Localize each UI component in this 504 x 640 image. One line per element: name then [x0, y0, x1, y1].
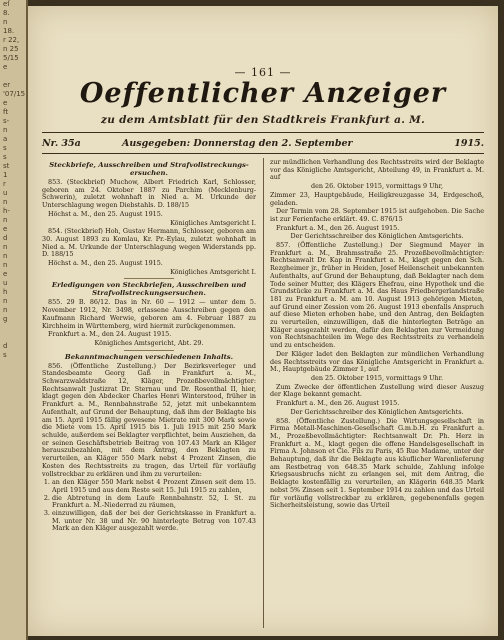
- paragraph: Höchst a. M., den 25. August 1915.: [48, 259, 163, 268]
- strip-fragment: a: [3, 135, 8, 143]
- strip-fragment: eſ: [3, 0, 10, 8]
- strip-fragment: '07/15: [3, 90, 26, 98]
- strip-fragment: e: [3, 99, 8, 107]
- strip-fragment: n: [3, 261, 8, 269]
- strip-fragment: 5/15: [3, 54, 19, 62]
- paragraph: 858. (Öffentliche Zustellung.) Die Wirtungsgesellschaft in Firma Metall-Maschinen-Gesellschaft G.m.b.H. zu Frankfurt a. M., Prozeßbevollmächtigter: Rechtsanwalt Dr. Ph. Herz in Frankfurt a. M., klagt gegen die offene Handelsgesellschaft in Firma A. Johnson et Cie. Fils zu Paris, 45 Rue Madame, unter der Behauptung, daß ihr die Beklagte aus käuflicher Warenlieferung am Restbetrag von 648.35 Mark schulde, Zahlung infolge Kriegsausbruchs nicht zu erlangen sei, mit dem Antrag, die Beklagte kostenfällig zu verurteilen, an Klägerin 648.35 Mark nebst 5% Zinsen seit 1. September 1914 zu zahlen und das Urteil für vorläufig vollstreckbar zu erklären, gegebenenfalls gegen Sicherheitsleistung, sowie das Urteil: [270, 416, 484, 510]
- paragraph: Frankfurt a. M., den 26. August 1915.: [276, 223, 400, 232]
- strip-fragment: n: [3, 198, 8, 206]
- centered-line: Der Gerichtsschreiber des Königlichen Amtsgerichts.: [290, 407, 464, 416]
- strip-fragment: e: [3, 270, 8, 278]
- page-number: — 161 —: [234, 66, 292, 79]
- strip-fragment: s: [3, 153, 7, 161]
- strip-fragment: n 25: [3, 45, 19, 53]
- strip-fragment: [0, 324, 26, 333]
- numbered-list: [42, 479, 256, 533]
- paragraph: Zimmer 23, Hauptgebäude, Heiligkreuzgasse 34, Erdgeschoß, geladen.: [270, 190, 484, 207]
- strip-fragment: h: [3, 288, 8, 296]
- paragraph: 857. (Öffentliche Zustellung.) Der Siegmund Mayer in Frankfurt a. M., Brahmsstraße 25. Prozeßbevollmächtigter: Rechtsanwalt Dr. Kap in Frankfurt a. M., klagt gegen den Sch. Rezgheimer jr., früher in Heiden, Josef Heilenscheit unbekannten Aufenthalts, auf Grund der Behauptung, daß Beklagter nach dem Tode seiner Mutter, des Klägers Ehefrau, eine Hypothek und die Grundstücke zu Frankfurt a. M. das Haus Friedbergerlandstraße 181 zu Frankfurt a. M. am 10. August 1913 gehörigen Mieten, auf Grund einer Zession vom 26. August 1913 ebenfalls Anspruch auf diese Mieten erhoben habe, und den Antrag, den Beklagten zu verurteilen, einzuwilligen, daß die hinterlegten Beträge an Kläger ausgezahlt werden, dafür den Beklagten zur Vermeidung von Rechtsnachteilen im Wege des Rechtsstreits zu verhandeln und zu entscheiden.: [270, 241, 484, 350]
- right-column: [270, 159, 484, 627]
- centered-line: den 25. Oktober 1915, vormittags 9 Uhr.: [311, 373, 443, 382]
- strip-fragment: d: [3, 342, 8, 350]
- paragraph: Zum Zwecke der öffentlichen Zustellung wird dieser Auszug der Klage bekannt gemacht.: [270, 382, 484, 399]
- strip-fragment: 1: [3, 171, 8, 179]
- paragraph: 856. (Öffentliche Zustellung.) Der Bezirksverleger und Standesbeamte Georg Gaß in Frankfurt a. M., Schwarzwaldstraße 12, Kläger, Prozeßbevollmächtigter: Rechtsanwalt Justizrat Dr. Sternau und Dr. Rosenthal II, hier, klagt gegen den Abdecker Charles Henri Winterstood, früher in Frankfurt a. M., Rennbahnstraße 52, jetzt mit unbekanntem Aufenthalt, auf Grund der Behauptung, daß ihm der Beklagte bis am 15. April 1915 fällig gewesene Mietrate mit 300 Mark sowie die Miete vom 15. April 1915 bis 1. Juli 1915 mit 250 Mark schulde, außerdem sei Beklagter verpflichtet, beim Ausziehen, da er seinen Geschäftsbetrieb Beitrag von 107.43 Mark an Kläger herauszubezahlen, mit dem Antrag, den Beklagten zu verurteilen, an Kläger 550 Mark nebst 4 Prozent Zinsen, die Kosten des Rechtsstreits zu tragen, das Urteil für vorläufig vollstreckbar zu erklären und ihm zu verurteilen:: [42, 361, 256, 478]
- section-heading: Steckbriefe, Ausschreiben und Strafvollstreckungs-ersuchen.: [49, 161, 249, 177]
- page-title: Oeffentlicher Anzeiger: [79, 78, 447, 109]
- paragraph: 854. (Steckbrief) Hoh, Gustav Hermann, Schlosser, geboren am 30. August 1893 zu Komlau, Kr. Pr.-Eylau, zuletzt wohnhaft in Nied a. M. Urkunde der Unterschlagung wegen Widerstands pp. D. 188/15: [42, 227, 256, 259]
- strip-fragment: ft: [3, 108, 9, 116]
- strip-fragment: n: [3, 126, 8, 134]
- strip-fragment: 18.: [3, 27, 15, 35]
- centered-line: Königliches Amtsgericht, Abt. 29.: [94, 338, 204, 347]
- paragraph: Der Kläger ladet den Beklagten zur mündlichen Verhandlung des Rechtsstreits vor das Königliche Amtsgericht in Frankfurt a. M., Hauptgebäude Zimmer 1, auf: [270, 349, 484, 374]
- paragraph: Der Termin vom 28. September 1915 ist aufgehoben. Die Sache ist zur Ferienfache erklärt. 49. C. 876/15: [270, 207, 484, 223]
- strip-fragment: n: [3, 18, 8, 26]
- paragraph: 853. (Steckbrief) Muchow, Albert Friedrich Karl, Schlosser, geboren am 24. Oktober 1887 zu Parchim (Mecklenburg-Schwerin), zuletzt wohnhaft in Nied a. M. Urkunde der Unterschlagung wegen Diebstahls. D. 188/15: [42, 178, 256, 210]
- left-column: [42, 159, 256, 627]
- paragraph: zur mündlichen Verhandlung des Rechtsstreits wird der Beklagte vor das Königliche Amtsgericht, Abteilung 49, in Frankfurt a. M. auf: [270, 159, 484, 182]
- strip-fragment: er: [3, 81, 11, 89]
- strip-fragment: d: [3, 234, 8, 242]
- signature-line: Königliches Amtsgericht I.: [170, 267, 256, 276]
- issue-number: Nr. 35a: [42, 138, 81, 149]
- paragraph: Höchst a. M., den 25. August 1915.: [48, 209, 163, 218]
- issue-date: Ausgegeben: Donnerstag den 2. September: [122, 138, 353, 149]
- strip-fragment: n: [3, 243, 8, 251]
- header-rule-top: [42, 132, 484, 133]
- list-item: 3. einzuwilligen, daß der bei der Gerichtskasse in Frankfurt a. M. unter Nr. 38 und Nr. 90 hinterlegte Betrag von 107.43 Mark an den Kläger ausgezahlt werde.: [52, 510, 256, 533]
- signature-line: Königliches Amtsgericht I.: [170, 218, 256, 227]
- newspaper-page: [28, 6, 498, 636]
- strip-fragment: g: [3, 315, 8, 323]
- strip-fragment: e: [3, 225, 8, 233]
- column-divider: [263, 158, 264, 628]
- strip-fragment: 8.: [3, 9, 10, 17]
- strip-fragment: s-: [3, 117, 10, 125]
- strip-fragment: r 22,: [3, 36, 20, 44]
- list-item: 1. an den Kläger 550 Mark nebst 4 Prozent Zinsen seit dem 15. April 1915 und aus dem Reste seit 15. Juli 1915 zu zahlen,: [52, 479, 256, 494]
- page-subtitle: zu dem Amtsblatt für den Stadtkreis Frankfurt a. M.: [100, 114, 426, 126]
- strip-fragment: n: [3, 297, 8, 305]
- section-separator: [124, 350, 174, 351]
- paragraph: 855. 29 B. 86/12. Das in Nr. 60 — 1912 — unter dem 5. November 1912, Nr. 3498, erlassene Ausschreiben gegen den Kaufmann Richard Werwie, geboren am 4. Februar 1887 zu Kirchheim in Württemberg, wird hiermit zurückgenommen.: [42, 298, 256, 330]
- strip-fragment: n: [3, 252, 8, 260]
- adjacent-page-strip: [0, 0, 28, 640]
- strip-fragment: s: [3, 144, 7, 152]
- issue-year: 1915.: [454, 138, 484, 149]
- strip-fragment: [0, 72, 26, 81]
- header-rule-bottom: [42, 153, 484, 154]
- strip-fragment: [0, 333, 26, 342]
- strip-fragment: n: [3, 306, 8, 314]
- strip-fragment: h-: [3, 207, 10, 215]
- strip-fragment: r: [3, 180, 6, 188]
- section-separator: [124, 278, 174, 279]
- section-heading: Bekanntmachungen verschiedenen Inhalts.: [64, 352, 234, 361]
- strip-fragment: e: [3, 63, 8, 71]
- strip-fragment: u: [3, 189, 8, 197]
- list-item: 2. die Abtretung in dem Laufe Rennbahnstr. 52, I. St. zu Frankfurt a. M.-Niederrad zu räumen,: [52, 495, 256, 510]
- strip-fragment: u: [3, 279, 8, 287]
- paragraph: Frankfurt a. M., den 24. August 1915.: [48, 330, 172, 339]
- paragraph: Frankfurt a. M., den 26. August 1915.: [276, 399, 400, 408]
- strip-fragment: st: [3, 162, 10, 170]
- section-heading: Erledigungen von Steckbriefen, Ausschreiben und Strafvollstreckungsersuchen.: [51, 281, 247, 298]
- centered-line: Der Gerichtsschreiber des Königlichen Amtsgerichts.: [290, 232, 464, 241]
- strip-fragment: n: [3, 216, 8, 224]
- strip-fragment: s: [3, 351, 7, 359]
- centered-line: den 26. Oktober 1915, vormittags 9 Uhr,: [311, 182, 443, 191]
- issue-info-row: [42, 138, 484, 152]
